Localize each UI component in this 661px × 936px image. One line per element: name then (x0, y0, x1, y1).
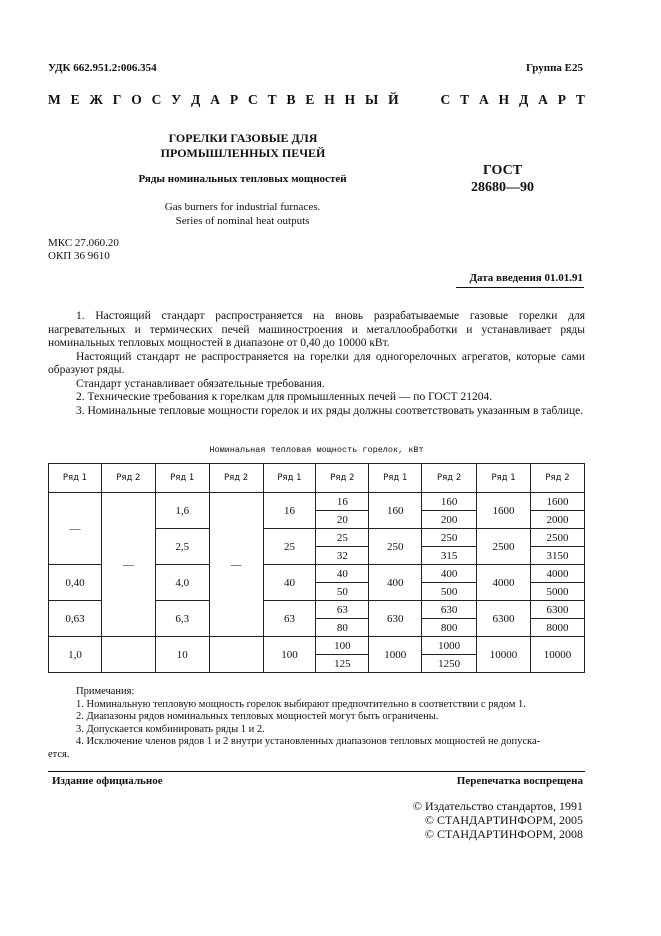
heading-letter: А (538, 92, 548, 107)
table-header-row (49, 464, 585, 493)
heading-letter: Т (575, 92, 585, 107)
table-cell: 400 (369, 565, 422, 601)
table-cell: 4000 (531, 565, 585, 583)
heading-letter: А (478, 92, 489, 107)
reprint-prohibited-label: Перепечатка воспрещена (456, 775, 583, 787)
introduction-date: Дата введения 01.01.91 (469, 272, 583, 284)
table-row (49, 493, 585, 511)
header-cell: Ряд 1 (477, 464, 531, 493)
group-code: Группа Е25 (525, 62, 583, 74)
paragraph: 1. Настоящий стандарт распространяется на вновь разрабатываемые газовые горелки для нагревательных и термических печей машиностроения и металлообработки и устанавливает ряды номинальных тепловых мощностей в диапазоне от 0,40 до 10000 кВт. (48, 310, 585, 349)
standard-subtitle: Ряды номинальных тепловых мощностей (138, 173, 347, 185)
heading-letter: Р (557, 92, 567, 107)
body-text (48, 310, 585, 418)
table-cell: 10000 (531, 637, 585, 673)
table-cell: 40 (263, 565, 316, 601)
table-cell: 5000 (531, 583, 585, 601)
table-cell: 160 (369, 493, 422, 529)
heading-letter: М (48, 92, 61, 107)
heading-letter: Г (112, 92, 122, 107)
paragraph: Стандарт устанавливает обязательные требования. (76, 377, 325, 390)
table-cell: 160 (422, 493, 477, 511)
note-item: 2. Диапазоны рядов номинальных тепловых мощностей могут быть ограничены. (76, 711, 439, 722)
heading-letter: О (131, 92, 142, 107)
copyright-line: © СТАНДАРТИНФОРМ, 2005 (424, 813, 583, 827)
table-cell: 4000 (477, 565, 531, 601)
table-cell: 16 (263, 493, 316, 529)
title-line-1: ГОРЕЛКИ ГАЗОВЫЕ ДЛЯ (168, 131, 318, 145)
okp-code: ОКП 36 9610 (48, 250, 110, 262)
udk-code: УДК 662.951.2:006.354 (48, 62, 157, 74)
table-cell: 6,3 (155, 601, 209, 637)
heading-letter: Е (305, 92, 315, 107)
heading-letter: Е (70, 92, 80, 107)
table-cell: 1600 (531, 493, 585, 511)
table-cell: 50 (316, 583, 369, 601)
heading-letter: Н (498, 92, 510, 107)
table-cell: — (49, 493, 102, 565)
title-line-2: ПРОМЫШЛЕННЫХ ПЕЧЕЙ (160, 146, 326, 160)
header-cell: Ряд 1 (155, 464, 209, 493)
date-underline (456, 287, 584, 288)
heading-letter: С (247, 92, 258, 107)
table-cell: — (101, 493, 155, 637)
table-cell: 16 (316, 493, 369, 511)
copyright-line: © СТАНДАРТИНФОРМ, 2008 (424, 827, 583, 841)
heading-letter: Й (388, 92, 399, 107)
table-cell: 1000 (369, 637, 422, 673)
table-row (49, 637, 585, 655)
heading-letter: У (171, 92, 182, 107)
header-cell: Ряд 2 (422, 464, 477, 493)
heading-letter: Р (229, 92, 239, 107)
table-cell: 4,0 (155, 565, 209, 601)
table-cell: 200 (422, 511, 477, 529)
table-cell: 3150 (531, 547, 585, 565)
heading-letter: Т (267, 92, 277, 107)
heading-letter: Н (344, 92, 356, 107)
paragraph: Настоящий стандарт не распространяется на горелки для одногорелочных агрегатов, которые сами образуют ряды. (48, 350, 585, 376)
table-cell: 6300 (531, 601, 585, 619)
heading-letter (409, 92, 431, 108)
heading-letter: В (286, 92, 296, 107)
gost-number: 28680—90 (471, 180, 534, 195)
table-cell: 250 (369, 529, 422, 565)
english-title (100, 200, 385, 228)
table-cell: 6300 (477, 601, 531, 637)
note-item: 3. Допускается комбинировать ряды 1 и 2. (76, 723, 265, 735)
header-cell: Ряд 1 (369, 464, 422, 493)
table-cell: 25 (263, 529, 316, 565)
table-cell: 20 (316, 511, 369, 529)
table-cell: 630 (422, 601, 477, 619)
heading-letter: С (151, 92, 162, 107)
table-cell: 32 (316, 547, 369, 565)
table-cell (209, 637, 263, 673)
table-cell: 100 (263, 637, 316, 673)
table-cell: 1250 (422, 655, 477, 673)
table-cell: 1,6 (155, 493, 209, 529)
table-cell: 0,40 (49, 565, 102, 601)
table-cell: 40 (316, 565, 369, 583)
table-cell: 8000 (531, 619, 585, 637)
table-cell: 0,63 (49, 601, 102, 637)
heading-letter: Ж (89, 92, 103, 107)
table-cell: 25 (316, 529, 369, 547)
interstate-standard-heading (48, 92, 585, 108)
table-cell: 2500 (477, 529, 531, 565)
table-cell (101, 637, 155, 673)
english-title-line-1: Gas burners for industrial furnaces. (164, 201, 321, 213)
note-item: 1. Номинальную тепловую мощность горелок выбирают предпочтительно в соответствии с рядом 1. (76, 698, 526, 710)
table-cell: 2500 (531, 529, 585, 547)
heading-letter: Д (518, 92, 529, 107)
english-title-line-2: Series of nominal heat outputs (175, 215, 310, 227)
table-cell: 63 (263, 601, 316, 637)
mks-code: МКС 27.060.20 (48, 237, 119, 249)
heading-letter: А (210, 92, 220, 107)
table-cell: 2,5 (155, 529, 209, 565)
paragraph: 2. Технические требования к горелкам для промышленных печей — по ГОСТ 21204. (76, 391, 493, 403)
table-cell: 1000 (422, 637, 477, 655)
table-notes (48, 686, 585, 761)
heading-letter: Н (324, 92, 335, 107)
table-cell: — (209, 493, 263, 637)
header-cell: Ряд 1 (263, 464, 316, 493)
gost-label: ГОСТ (482, 163, 523, 178)
notes-heading: Примечания: (76, 686, 135, 697)
heading-letter: С (440, 92, 451, 107)
nominal-output-table (48, 463, 585, 673)
official-edition-label: Издание официальное (52, 775, 163, 787)
table-caption: Номинальная тепловая мощность горелок, кВт (209, 445, 424, 455)
heading-letter: Т (460, 92, 470, 107)
copyright-line: © Издательство стандартов, 1991 (412, 799, 583, 813)
header-cell: Ряд 2 (209, 464, 263, 493)
header-cell: Ряд 2 (316, 464, 369, 493)
header-cell: Ряд 2 (101, 464, 155, 493)
standard-title (118, 131, 368, 161)
header-cell: Ряд 1 (49, 464, 102, 493)
table-cell: 125 (316, 655, 369, 673)
note-item: 4. Исключение членов рядов 1 и 2 внутри установленных диапазонов тепловых мощностей не допуска- (76, 736, 541, 747)
paragraph: 3. Номинальные тепловые мощности горелок и их ряды должны соответствовать указанным в таблице. (76, 404, 584, 417)
note-item: ется. (48, 748, 70, 760)
header-cell: Ряд 2 (531, 464, 585, 493)
table-cell: 10 (155, 637, 209, 673)
table-cell: 10000 (477, 637, 531, 673)
heading-letter: Д (191, 92, 201, 107)
table-cell: 800 (422, 619, 477, 637)
table-cell: 630 (369, 601, 422, 637)
table-cell: 1600 (477, 493, 531, 529)
table-cell: 1,0 (49, 637, 102, 673)
table-cell: 63 (316, 601, 369, 619)
copyright-block (413, 799, 583, 841)
table-cell: 80 (316, 619, 369, 637)
footer-divider (48, 771, 585, 772)
heading-letter: Ы (365, 92, 379, 107)
table-cell: 100 (316, 637, 369, 655)
table-cell: 400 (422, 565, 477, 583)
table-cell: 250 (422, 529, 477, 547)
table-cell: 315 (422, 547, 477, 565)
classification-codes (48, 237, 119, 263)
table-cell: 500 (422, 583, 477, 601)
table-cell: 2000 (531, 511, 585, 529)
gost-designation (440, 162, 565, 196)
